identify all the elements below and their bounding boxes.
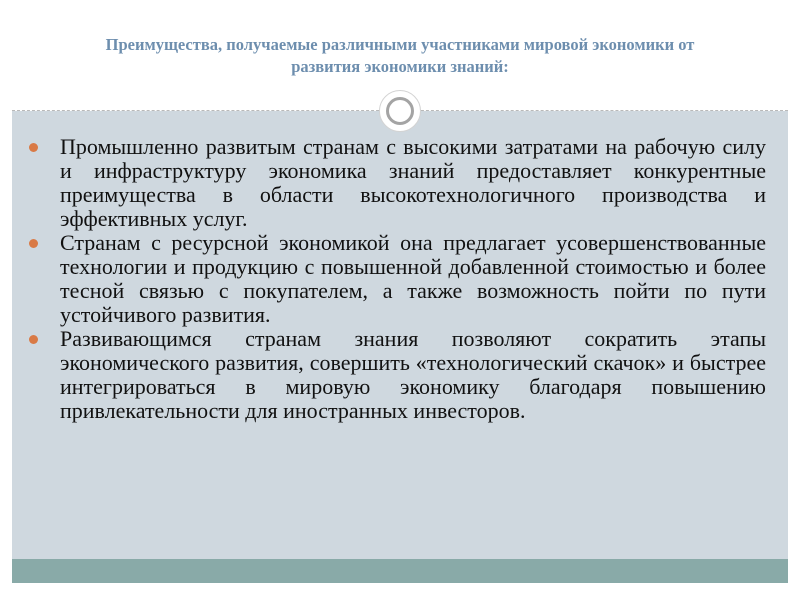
ring-inner xyxy=(386,97,414,125)
bullet-dot-icon xyxy=(29,239,38,248)
bullet-text: Развивающимся странам знания позволяют сократить этапы экономического развития, совершить «технологический скачок» и быстрее интегрироваться в мировую экономику благодаря повышению привлекательности для иностранных инвесторов. xyxy=(60,326,766,423)
bullet-dot-icon xyxy=(29,335,38,344)
slide-title: Преимущества, получаемые различными участниками мировой экономики от развития экономики знаний: xyxy=(105,35,695,76)
list-item xyxy=(22,327,766,423)
footer-bar xyxy=(12,559,788,583)
bullet-list xyxy=(22,135,766,423)
bullet-text: Странам с ресурсной экономикой она предлагает усовершенствованные технологии и продукцию с повышенной добавленной стоимостью и более тесной связью с покупателем, а также возможность пойти по пути устойчивого развития. xyxy=(60,230,766,327)
circle-ring-icon xyxy=(379,90,421,132)
list-item xyxy=(22,135,766,231)
list-item xyxy=(22,231,766,327)
bullet-dot-icon xyxy=(29,143,38,152)
bullet-text: Промышленно развитым странам с высокими затратами на рабочую силу и инфраструктуру экономика знаний предоставляет конкурентные преимущества в области высокотехнологичного производства и эффективных услуг. xyxy=(60,134,766,231)
